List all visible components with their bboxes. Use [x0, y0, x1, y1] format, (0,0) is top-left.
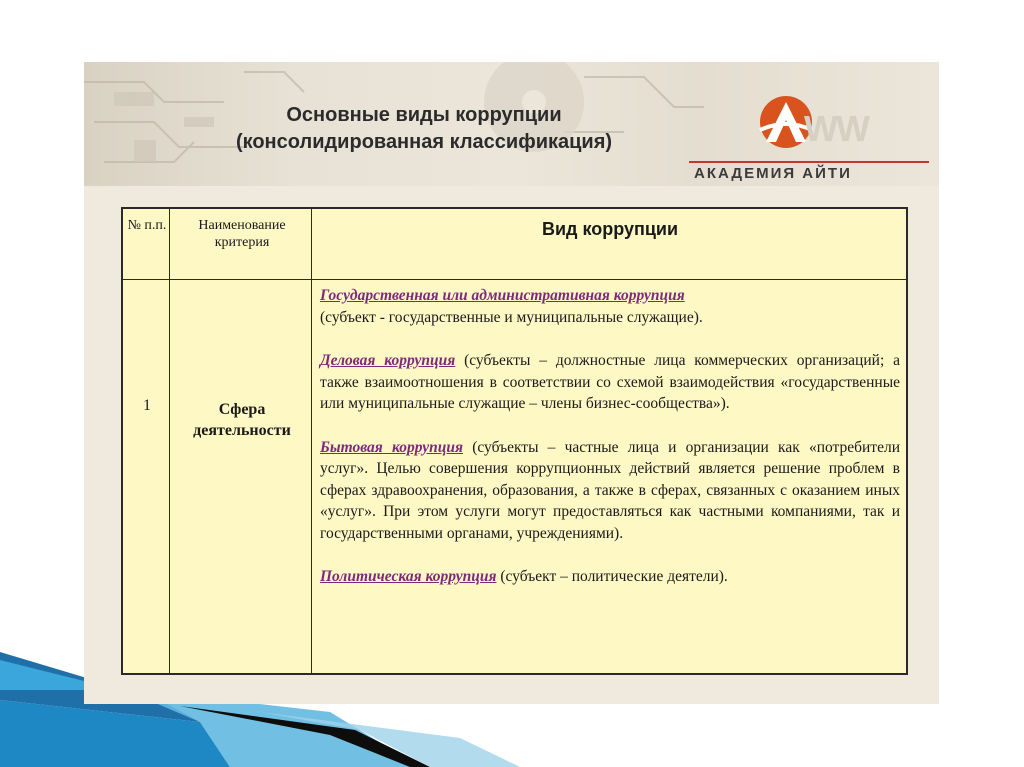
header-number: № п.п.: [127, 218, 167, 233]
list-item: [320, 285, 900, 328]
header-criterion: Наименование критерия: [198, 218, 286, 250]
title-line-2: (консолидированная классификация): [235, 131, 613, 153]
logo-divider: [689, 161, 929, 163]
header-corruption-type: Вид коррупции: [541, 219, 679, 239]
slide-image: [84, 62, 939, 704]
header-row-divider: [123, 279, 906, 280]
logo-watermark: WW: [804, 108, 868, 149]
corruption-types-list: [320, 285, 900, 610]
term-state-corruption: Государственная или административная коррупция: [320, 287, 685, 304]
list-item: [320, 350, 900, 415]
header-banner: [84, 62, 939, 186]
page-title: [174, 102, 674, 156]
term-description: (субъекты – должностные лица коммерческих организаций; а также взаимоотношения в соответствии со схемой взаимодействия «государственные или муниципальные служащие – члены бизнес-сообщества»).: [320, 352, 900, 412]
row-criterion: Сфера деятельности: [193, 401, 291, 439]
term-description: (субъект – политические деятели).: [496, 568, 728, 585]
logo-text: АКАДЕМИЯ АЙТИ: [694, 165, 852, 182]
list-item: [320, 437, 900, 545]
title-line-1: Основные виды коррупции: [286, 104, 562, 126]
term-description: (субъекты – частные лица и организации как «потребители услуг». Целью совершения коррупционных действий является решение проблем в сферах здравоохранения, образования, а также в сферах, связанных с оказанием иных «услуг». При этом услуги могут предоставляться как частными компаниями, так и государственными органами, учреждениями).: [320, 438, 900, 542]
term-business-corruption: Деловая коррупция: [320, 352, 456, 369]
classification-table: [121, 207, 908, 675]
term-political-corruption: Политическая коррупция: [320, 568, 497, 585]
term-description: (субъект - государственные и муниципальные служащие).: [320, 308, 703, 326]
term-household-corruption: Бытовая коррупция: [320, 438, 463, 456]
list-item: [320, 566, 900, 588]
row-number: 1: [143, 397, 151, 414]
